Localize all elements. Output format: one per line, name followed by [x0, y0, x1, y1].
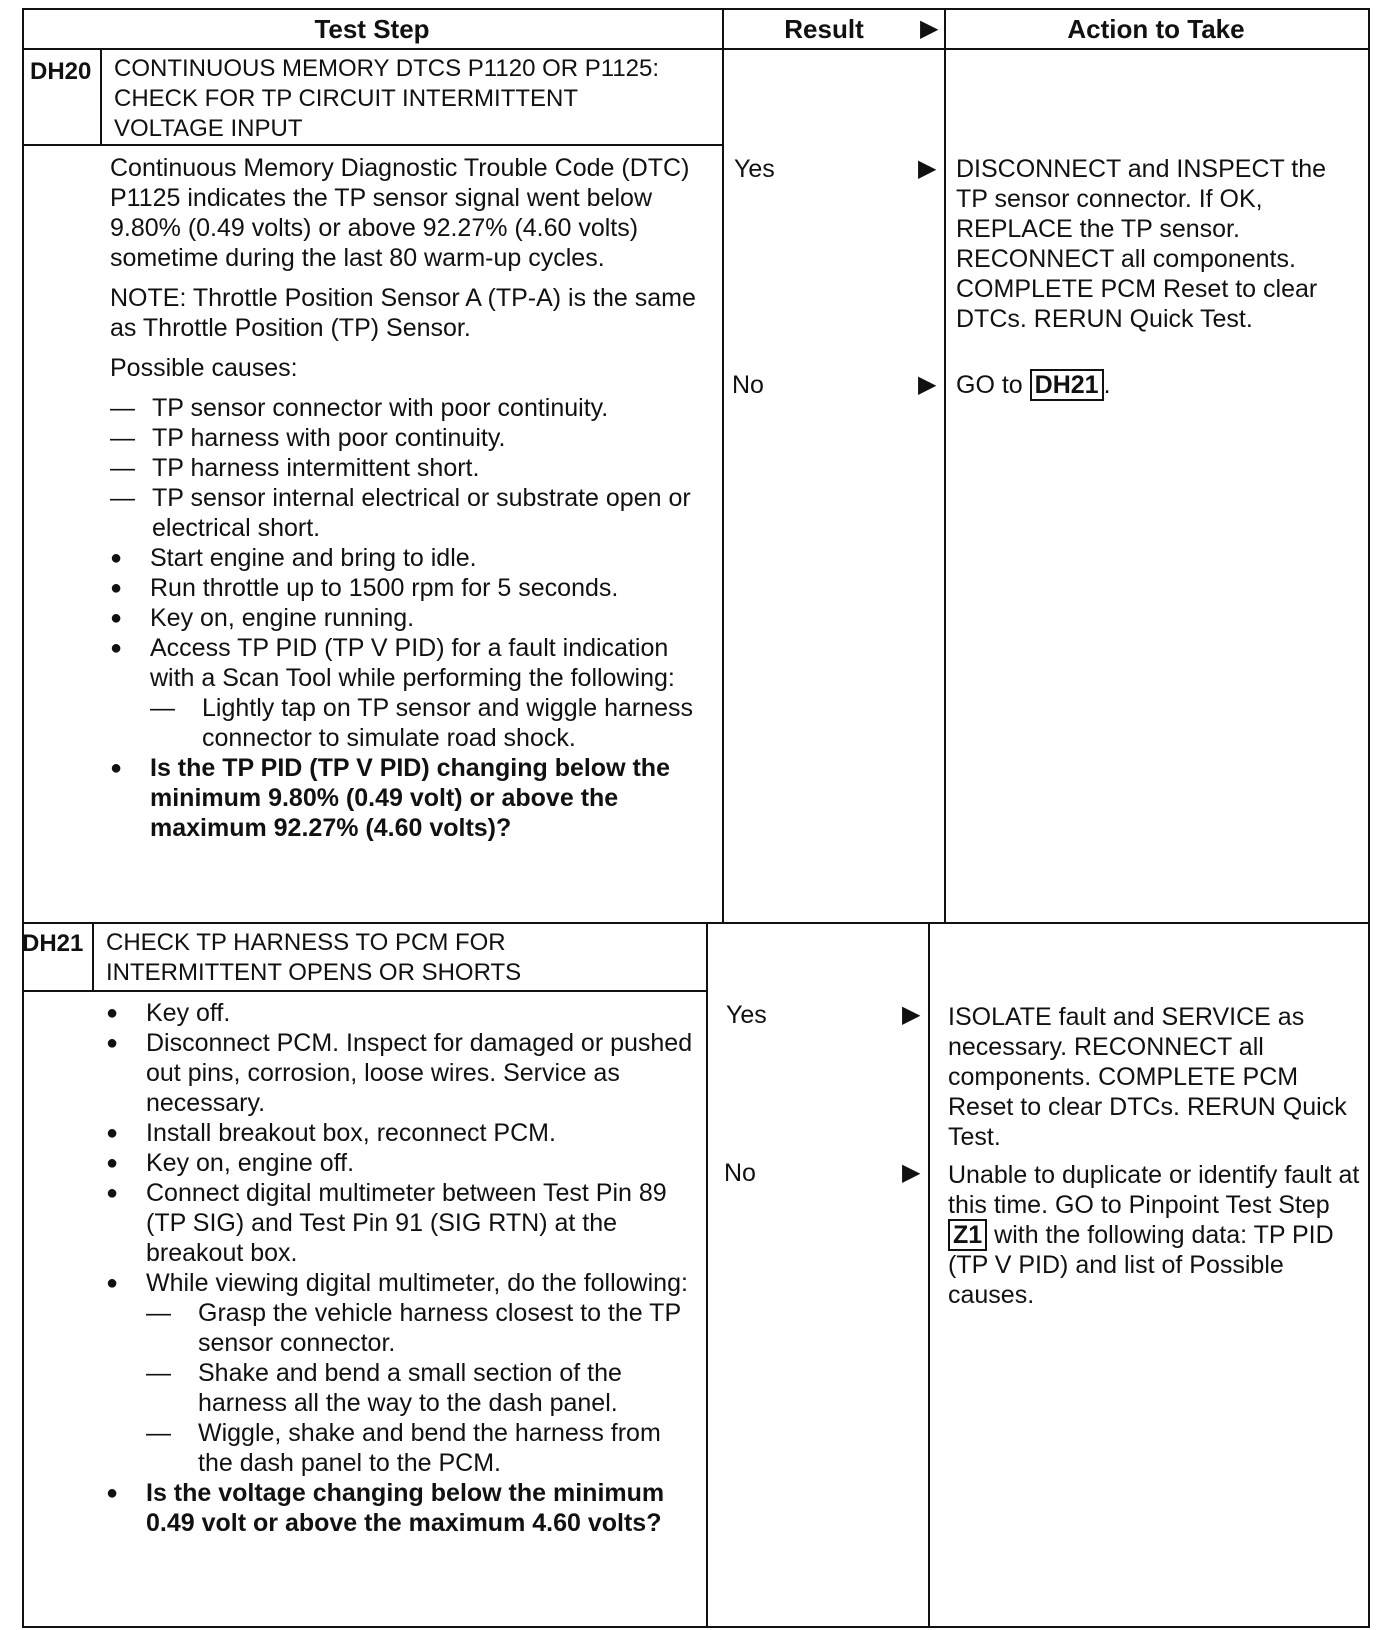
header-test-step: Test Step — [314, 13, 430, 44]
list-item: — TP harness with poor continuity. — [110, 423, 702, 453]
dh20-no-arrow-icon: ▶ — [918, 371, 937, 398]
list-item: — TP sensor internal electrical or substrate open or electrical short. — [110, 483, 702, 543]
step-body-dh20 — [110, 153, 702, 843]
list-item: ● Key off. — [106, 998, 700, 1028]
dh21-yes-action: ISOLATE fault and SERVICE as necessary. RECONNECT all components. COMPLETE PCM Reset to clear DTCs. RERUN Quick Test. — [948, 1003, 1347, 1151]
list-item: ● Key on, engine running. — [110, 603, 702, 633]
dh21-yes-label: Yes — [726, 1001, 767, 1029]
list-item: — Lightly tap on TP sensor and wiggle harness connector to simulate road shock. — [150, 693, 702, 753]
list-item: — Wiggle, shake and bend the harness from the dash panel to the PCM. — [146, 1418, 700, 1478]
list-item: ● Install breakout box, reconnect PCM. — [106, 1118, 700, 1148]
list-item: ● Key on, engine off. — [106, 1148, 700, 1178]
code-divider-dh21 — [92, 924, 94, 990]
dh20-causes-list — [110, 393, 702, 543]
list-item: — Grasp the vehicle harness closest to the TP sensor connector. — [146, 1298, 700, 1358]
list-item: ● Run throttle up to 1500 rpm for 5 seconds. — [110, 573, 702, 603]
dh20-yes-arrow-icon: ▶ — [918, 155, 937, 182]
step-body-dh21 — [106, 998, 700, 1538]
dh21-yes-arrow-icon: ▶ — [902, 1001, 921, 1028]
step-separator — [22, 922, 1368, 924]
dh21-steps-list — [106, 998, 700, 1538]
dh20-yes-action: DISCONNECT and INSPECT the TP sensor connector. If OK, REPLACE the TP sensor. RECONNECT all components. COMPLETE PCM Reset to clear DTCs. RERUN Quick Test. — [956, 155, 1327, 333]
ref-z1-link[interactable]: Z1 — [948, 1219, 987, 1251]
dh20-no-action: GO to DH21 . — [956, 371, 1111, 399]
ref-dh21-link[interactable]: DH21 — [1030, 369, 1104, 401]
diagnostic-table — [22, 8, 1368, 1626]
list-item: ● While viewing digital multimeter, do the following: — [106, 1268, 700, 1298]
list-item: ● Start engine and bring to idle. — [110, 543, 702, 573]
dh20-question: ● Is the TP PID (TP V PID) changing below the minimum 9.80% (0.49 volt) or above the maximum 92.27% (4.60 volts)? — [110, 753, 702, 843]
list-item: ● Disconnect PCM. Inspect for damaged or pushed out pins, corrosion, loose wires. Service as necessary. — [106, 1028, 700, 1118]
list-item: ● Access TP PID (TP V PID) for a fault indication with a Scan Tool while performing the following: — [110, 633, 702, 693]
header-result: Result — [784, 13, 864, 44]
list-item: — Shake and bend a small section of the harness all the way to the dash panel. — [146, 1358, 700, 1418]
dh21-no-arrow-icon: ▶ — [902, 1159, 921, 1186]
title-divider-dh20 — [22, 144, 724, 146]
step-title-dh20: CONTINUOUS MEMORY DTCS P1120 OR P1125: CHECK FOR TP CIRCUIT INTERMITTENT VOLTAGE INPUT — [114, 55, 660, 142]
dh20-causes-label: Possible causes: — [110, 354, 298, 382]
header-divider — [22, 48, 1368, 50]
title-divider-dh21 — [22, 990, 708, 992]
col-divider-result-2 — [706, 924, 708, 1626]
dh20-yes-label: Yes — [734, 155, 775, 183]
list-item: ● Connect digital multimeter between Test Pin 89 (TP SIG) and Test Pin 91 (SIG RTN) at the breakout box. — [106, 1178, 700, 1268]
dh20-steps-list — [110, 543, 702, 843]
header-arrow-icon: ▶ — [920, 15, 939, 42]
list-item: — TP harness intermittent short. — [110, 453, 702, 483]
dh20-no-label: No — [732, 371, 764, 399]
dh21-no-action: Unable to duplicate or identify fault at this time. GO to Pinpoint Test Step Z1 with the following data: TP PID (TP V PID) and list of Possible causes. — [948, 1161, 1360, 1309]
col-divider-action-2 — [928, 924, 930, 1626]
col-divider-action — [944, 8, 946, 924]
step-code-dh20: DH20 — [30, 58, 92, 85]
step-code-dh21: DH21 — [22, 930, 84, 957]
dh20-note: NOTE: Throttle Position Sensor A (TP-A) is the same as Throttle Position (TP) Sensor. — [110, 284, 696, 342]
code-divider-dh20 — [100, 48, 102, 146]
dh21-no-label: No — [724, 1159, 756, 1187]
step-title-dh21: CHECK TP HARNESS TO PCM FOR INTERMITTENT OPENS OR SHORTS — [106, 929, 522, 986]
list-item: — TP sensor connector with poor continuity. — [110, 393, 702, 423]
dh21-question: ● Is the voltage changing below the minimum 0.49 volt or above the maximum 4.60 volts? — [106, 1478, 700, 1538]
header-action: Action to Take — [1067, 13, 1245, 44]
dh20-intro: Continuous Memory Diagnostic Trouble Code (DTC) P1125 indicates the TP sensor signal went below 9.80% (0.49 volts) or above 92.27% (4.60 volts) sometime during the last 80 warm-up cycles. — [110, 154, 690, 272]
